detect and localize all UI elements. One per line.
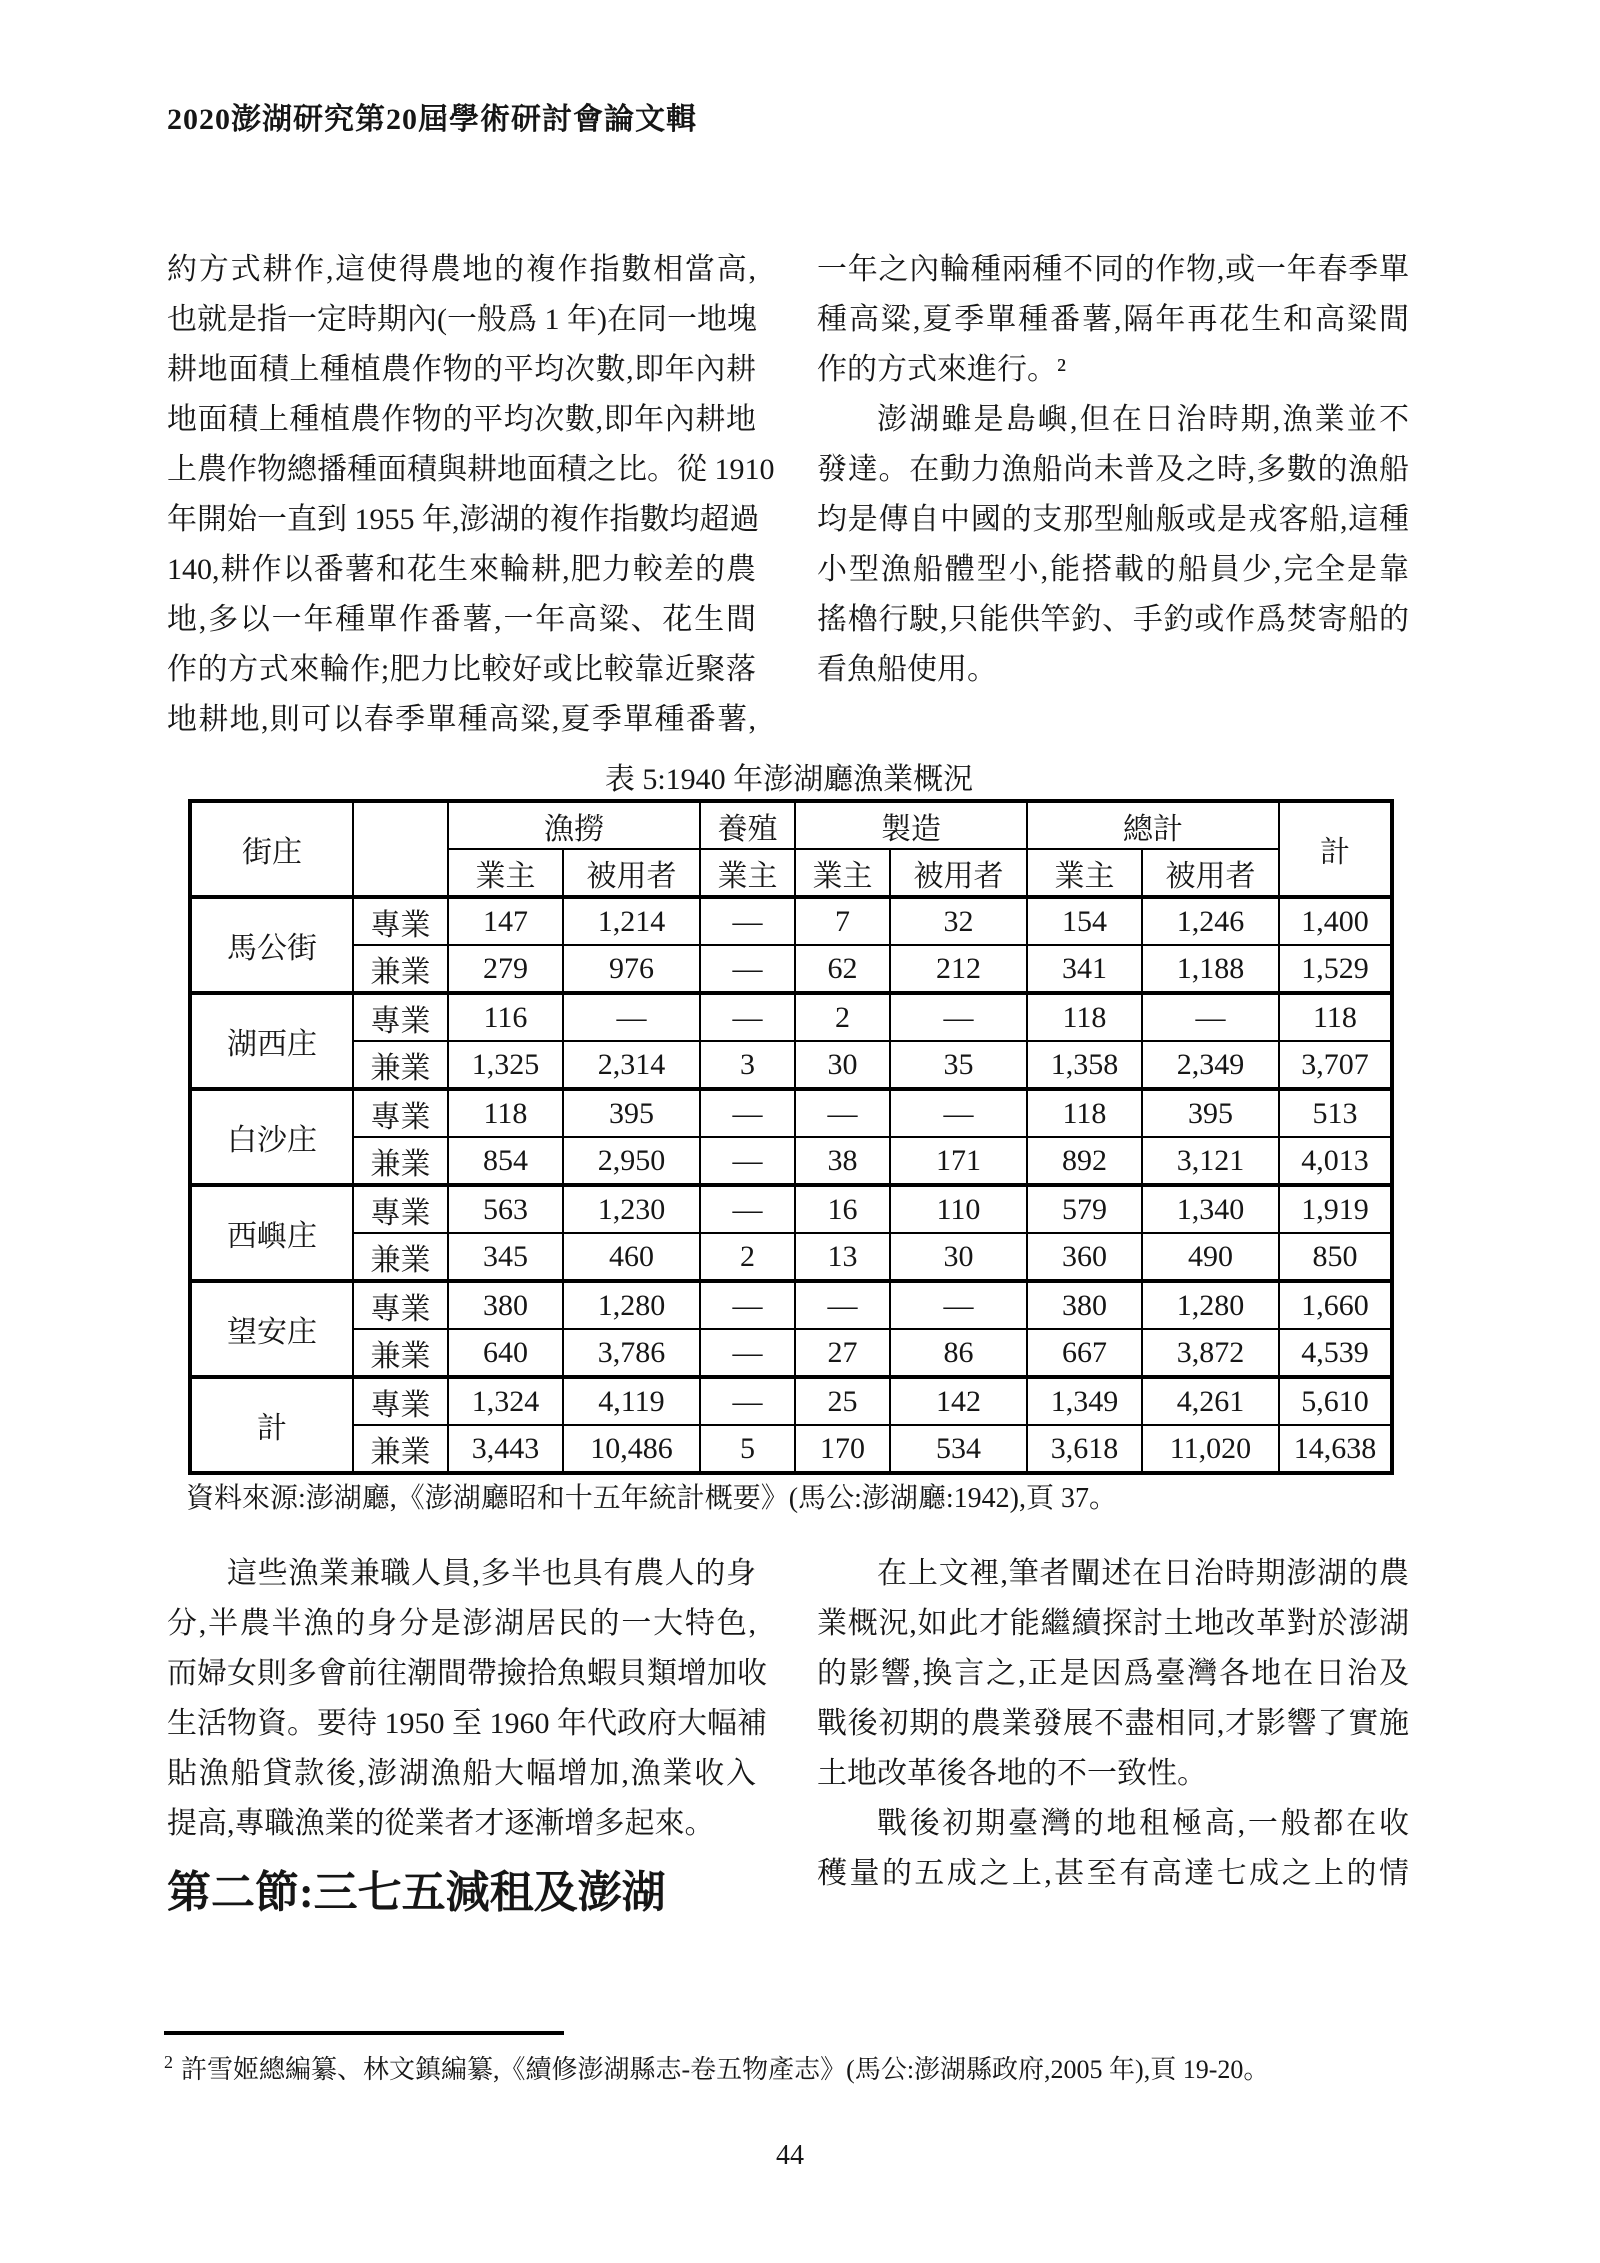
row-label: 專業 <box>353 1185 448 1233</box>
paragraph-column-top-left <box>167 245 775 745</box>
table-cell: 1,358 <box>1027 1041 1142 1089</box>
table-cell: 4,539 <box>1279 1329 1392 1377</box>
row-label: 兼業 <box>353 1329 448 1377</box>
text-line: 這些漁業兼職人員,多半也具有農人的身 <box>227 1557 756 1590</box>
header-owner: 業主 <box>795 849 890 897</box>
table-cell: 35 <box>890 1041 1027 1089</box>
header-owner: 業主 <box>448 849 563 897</box>
table-source: 資料來源:澎湖廳,《澎湖廳昭和十五年統計概要》(馬公:澎湖廳:1942),頁 37。 <box>186 1483 1117 1514</box>
table-cell: 380 <box>448 1281 563 1329</box>
table-cell: — <box>700 945 795 993</box>
table-cell: — <box>563 993 700 1041</box>
table-cell: 513 <box>1279 1089 1392 1137</box>
text-line: 貼漁船貸款後,澎湖漁船大幅增加,漁業收入 <box>167 1757 756 1790</box>
row-label: 專業 <box>353 1089 448 1137</box>
table-row-parttime <box>190 1137 1392 1185</box>
table-cell: 14,638 <box>1279 1425 1392 1473</box>
table-cell: — <box>700 1281 795 1329</box>
table-cell: 30 <box>795 1041 890 1089</box>
text-line: 搖櫓行駛,只能供竿釣、手釣或作爲焚寄船的 <box>817 603 1409 636</box>
table-cell: 4,261 <box>1142 1377 1279 1425</box>
table-cell: 3,872 <box>1142 1329 1279 1377</box>
table-cell: 667 <box>1027 1329 1142 1377</box>
table-cell: 154 <box>1027 897 1142 945</box>
table-cell: 1,230 <box>563 1185 700 1233</box>
table-cell: 1,280 <box>563 1281 700 1329</box>
table-row-fulltime <box>190 1089 1392 1137</box>
table-cell: 30 <box>890 1233 1027 1281</box>
row-label: 專業 <box>353 993 448 1041</box>
table-cell: 976 <box>563 945 700 993</box>
text-line: 戰後初期的農業發展不盡相同,才影響了實施 <box>817 1707 1409 1740</box>
table-cell: 279 <box>448 945 563 993</box>
table-cell: 212 <box>890 945 1027 993</box>
row-header-place: 計 <box>190 1377 353 1473</box>
section-heading: 第二節:三七五減租及澎湖 <box>167 1868 666 1917</box>
table-cell: 854 <box>448 1137 563 1185</box>
table-cell: 1,919 <box>1279 1185 1392 1233</box>
text-line: 耕地面積上種植農作物的平均次數,即年內耕 <box>167 353 756 386</box>
row-label: 專業 <box>353 897 448 945</box>
table-cell: — <box>700 897 795 945</box>
header-manufacturing: 製造 <box>795 801 1027 849</box>
table-row-parttime <box>190 1329 1392 1377</box>
table-cell: 1,660 <box>1279 1281 1392 1329</box>
paragraph-column-mid-left <box>167 1549 767 1849</box>
table-cell: 1,349 <box>1027 1377 1142 1425</box>
header-employee: 被用者 <box>890 849 1027 897</box>
table-group <box>190 993 1392 1089</box>
table-cell: 1,324 <box>448 1377 563 1425</box>
table-cell: 62 <box>795 945 890 993</box>
table-cell: 5,610 <box>1279 1377 1392 1425</box>
row-header-place: 湖西庄 <box>190 993 353 1089</box>
text-line: 作的方式來進行。² <box>817 353 1066 386</box>
table-cell: 534 <box>890 1425 1027 1473</box>
header-total: 計 <box>1279 801 1392 897</box>
table-cell: 1,325 <box>448 1041 563 1089</box>
table-cell: 118 <box>1027 1089 1142 1137</box>
table-cell: 2 <box>795 993 890 1041</box>
text-line: 分,半農半漁的身分是澎湖居民的一大特色, <box>167 1607 756 1640</box>
table-cell: 1,529 <box>1279 945 1392 993</box>
table-cell: 460 <box>563 1233 700 1281</box>
text-line: 地,多以一年種單作番薯,一年高粱、花生間 <box>167 603 756 636</box>
table-cell: 380 <box>1027 1281 1142 1329</box>
table-group <box>190 1185 1392 1281</box>
table-cell: 86 <box>890 1329 1027 1377</box>
table-cell: 38 <box>795 1137 890 1185</box>
table-cell: 2 <box>700 1233 795 1281</box>
table-cell: 3 <box>700 1041 795 1089</box>
table-cell: 3,121 <box>1142 1137 1279 1185</box>
table-cell: 118 <box>1279 993 1392 1041</box>
table-cell: 892 <box>1027 1137 1142 1185</box>
footnote-separator <box>164 2031 564 2035</box>
table-caption: 表 5:1940 年澎湖廳漁業概況 <box>604 763 974 796</box>
table-cell: 490 <box>1142 1233 1279 1281</box>
table-cell: 25 <box>795 1377 890 1425</box>
header-place: 街庄 <box>190 801 353 897</box>
table-cell: 171 <box>890 1137 1027 1185</box>
table-cell: 7 <box>795 897 890 945</box>
text-line: 均是傳自中國的支那型舢舨或是戎客船,這種 <box>817 503 1409 536</box>
table-cell: 850 <box>1279 1233 1392 1281</box>
text-line: 上農作物總播種面積與耕地面積之比。從 1910 <box>167 453 775 486</box>
text-line: 在上文裡,筆者闡述在日治時期澎湖的農 <box>877 1557 1409 1590</box>
text-line: 地耕地,則可以春季單種高粱,夏季單種番薯, <box>167 703 756 736</box>
header-employee: 被用者 <box>1142 849 1279 897</box>
table-cell: — <box>890 993 1027 1041</box>
table-row-parttime <box>190 1425 1392 1473</box>
table-cell: 1,340 <box>1142 1185 1279 1233</box>
paragraph-column-top-right <box>817 245 1409 695</box>
row-header-place: 望安庄 <box>190 1281 353 1377</box>
header-owner: 業主 <box>700 849 795 897</box>
text-line: 140,耕作以番薯和花生來輪耕,肥力較差的農 <box>167 553 756 586</box>
table-group <box>190 1281 1392 1377</box>
table-cell: 3,618 <box>1027 1425 1142 1473</box>
table-cell: 118 <box>448 1089 563 1137</box>
row-label: 專業 <box>353 1281 448 1329</box>
table-row-fulltime <box>190 1377 1392 1425</box>
header-employee: 被用者 <box>563 849 700 897</box>
table-cell: 3,443 <box>448 1425 563 1473</box>
table-cell: — <box>890 1089 1027 1137</box>
table-cell: 1,214 <box>563 897 700 945</box>
table-row-fulltime <box>190 1185 1392 1233</box>
table-cell: 118 <box>1027 993 1142 1041</box>
footnote <box>164 2049 1269 2086</box>
table-cell: — <box>700 1377 795 1425</box>
table-row-fulltime <box>190 897 1392 945</box>
table-cell: 110 <box>890 1185 1027 1233</box>
text-line: 提高,專職漁業的從業者才逐漸增多起來。 <box>167 1807 715 1840</box>
table-group <box>190 1089 1392 1185</box>
table-cell: 5 <box>700 1425 795 1473</box>
header-subtotal: 總計 <box>1027 801 1279 849</box>
table-group <box>190 1377 1392 1473</box>
table-cell: 640 <box>448 1329 563 1377</box>
text-line: 小型漁船體型小,能搭載的船員少,完全是靠 <box>817 553 1409 586</box>
table-cell: 10,486 <box>563 1425 700 1473</box>
table-cell: 11,020 <box>1142 1425 1279 1473</box>
text-line: 穫量的五成之上,甚至有高達七成之上的情 <box>817 1857 1409 1890</box>
table-cell: 1,280 <box>1142 1281 1279 1329</box>
table-cell: 13 <box>795 1233 890 1281</box>
table-row-fulltime <box>190 993 1392 1041</box>
table-cell: — <box>700 1137 795 1185</box>
header-blank <box>353 801 448 897</box>
table-cell: 116 <box>448 993 563 1041</box>
table-cell: 4,119 <box>563 1377 700 1425</box>
table-cell: 360 <box>1027 1233 1142 1281</box>
table-row-parttime <box>190 1041 1392 1089</box>
text-line: 看魚船使用。 <box>817 653 997 686</box>
table-cell: 395 <box>563 1089 700 1137</box>
row-label: 專業 <box>353 1377 448 1425</box>
footnote-marker: 2 <box>164 2052 173 2073</box>
text-line: 發達。在動力漁船尚未普及之時,多數的漁船 <box>817 453 1409 486</box>
table-cell: — <box>795 1281 890 1329</box>
text-line: 而婦女則多會前往潮間帶撿拾魚蝦貝類增加收 <box>167 1657 767 1690</box>
table-cell: 395 <box>1142 1089 1279 1137</box>
table-cell: — <box>1142 993 1279 1041</box>
row-label: 兼業 <box>353 1233 448 1281</box>
running-header: 2020澎湖研究第20屆學術研討會論文輯 <box>167 103 697 136</box>
text-line: 地面積上種植農作物的平均次數,即年內耕地 <box>167 403 756 436</box>
table-cell: 1,400 <box>1279 897 1392 945</box>
header-aquaculture: 養殖 <box>700 801 795 849</box>
table-cell: 563 <box>448 1185 563 1233</box>
table-cell: 3,707 <box>1279 1041 1392 1089</box>
table-row-parttime <box>190 945 1392 993</box>
text-line: 業概況,如此才能繼續探討土地改革對於澎湖 <box>817 1607 1409 1640</box>
header-fishing: 漁撈 <box>448 801 700 849</box>
row-header-place: 馬公街 <box>190 897 353 993</box>
table-cell: 170 <box>795 1425 890 1473</box>
text-line: 生活物資。要待 1950 至 1960 年代政府大幅補 <box>167 1707 767 1740</box>
table-cell: 32 <box>890 897 1027 945</box>
table-cell: — <box>700 1185 795 1233</box>
paragraph-column-mid-right <box>817 1549 1409 1899</box>
header-owner: 業主 <box>1027 849 1142 897</box>
fishery-table <box>188 799 1394 1475</box>
row-label: 兼業 <box>353 1137 448 1185</box>
text-line: 的影響,換言之,正是因爲臺灣各地在日治及 <box>817 1657 1409 1690</box>
table-group <box>190 897 1392 993</box>
footnote-text: 許雪姬總編纂、林文鎮編纂,《續修澎湖縣志-卷五物產志》(馬公:澎湖縣政府,2005 年),頁 19-20。 <box>181 2055 1270 2084</box>
row-label: 兼業 <box>353 1041 448 1089</box>
table-cell: — <box>700 1089 795 1137</box>
table-cell: — <box>700 1329 795 1377</box>
text-line: 戰後初期臺灣的地租極高,一般都在收 <box>877 1807 1409 1840</box>
text-line: 一年之內輪種兩種不同的作物,或一年春季單 <box>817 253 1409 286</box>
table-row-fulltime <box>190 1281 1392 1329</box>
table-cell: 2,314 <box>563 1041 700 1089</box>
text-line: 土地改革後各地的不一致性。 <box>817 1757 1207 1790</box>
row-header-place: 白沙庄 <box>190 1089 353 1185</box>
text-line: 種高粱,夏季單種番薯,隔年再花生和高粱間 <box>817 303 1409 336</box>
text-line: 年開始一直到 1955 年,澎湖的複作指數均超過 <box>167 503 760 536</box>
table-cell: 1,188 <box>1142 945 1279 993</box>
table-cell: 345 <box>448 1233 563 1281</box>
text-line: 澎湖雖是島嶼,但在日治時期,漁業並不 <box>877 403 1409 436</box>
table-cell: 579 <box>1027 1185 1142 1233</box>
table-row-parttime <box>190 1233 1392 1281</box>
table-cell: 2,349 <box>1142 1041 1279 1089</box>
table-cell: 3,786 <box>563 1329 700 1377</box>
table-cell: 142 <box>890 1377 1027 1425</box>
table-cell: 16 <box>795 1185 890 1233</box>
table-cell: 147 <box>448 897 563 945</box>
table-cell: 1,246 <box>1142 897 1279 945</box>
table-cell: 341 <box>1027 945 1142 993</box>
row-label: 兼業 <box>353 945 448 993</box>
table-cell: — <box>795 1089 890 1137</box>
table-cell: 4,013 <box>1279 1137 1392 1185</box>
table-cell: 27 <box>795 1329 890 1377</box>
table-cell: — <box>700 993 795 1041</box>
page-number: 44 <box>776 2140 804 2171</box>
table-cell: 2,950 <box>563 1137 700 1185</box>
table-cell: — <box>890 1281 1027 1329</box>
text-line: 約方式耕作,這使得農地的複作指數相當高, <box>167 253 756 286</box>
table-header <box>190 801 1392 897</box>
text-line: 作的方式來輪作;肥力比較好或比較靠近聚落 <box>167 653 756 686</box>
text-line: 也就是指一定時期內(一般爲 1 年)在同一地塊 <box>167 303 757 336</box>
row-label: 兼業 <box>353 1425 448 1473</box>
row-header-place: 西嶼庄 <box>190 1185 353 1281</box>
